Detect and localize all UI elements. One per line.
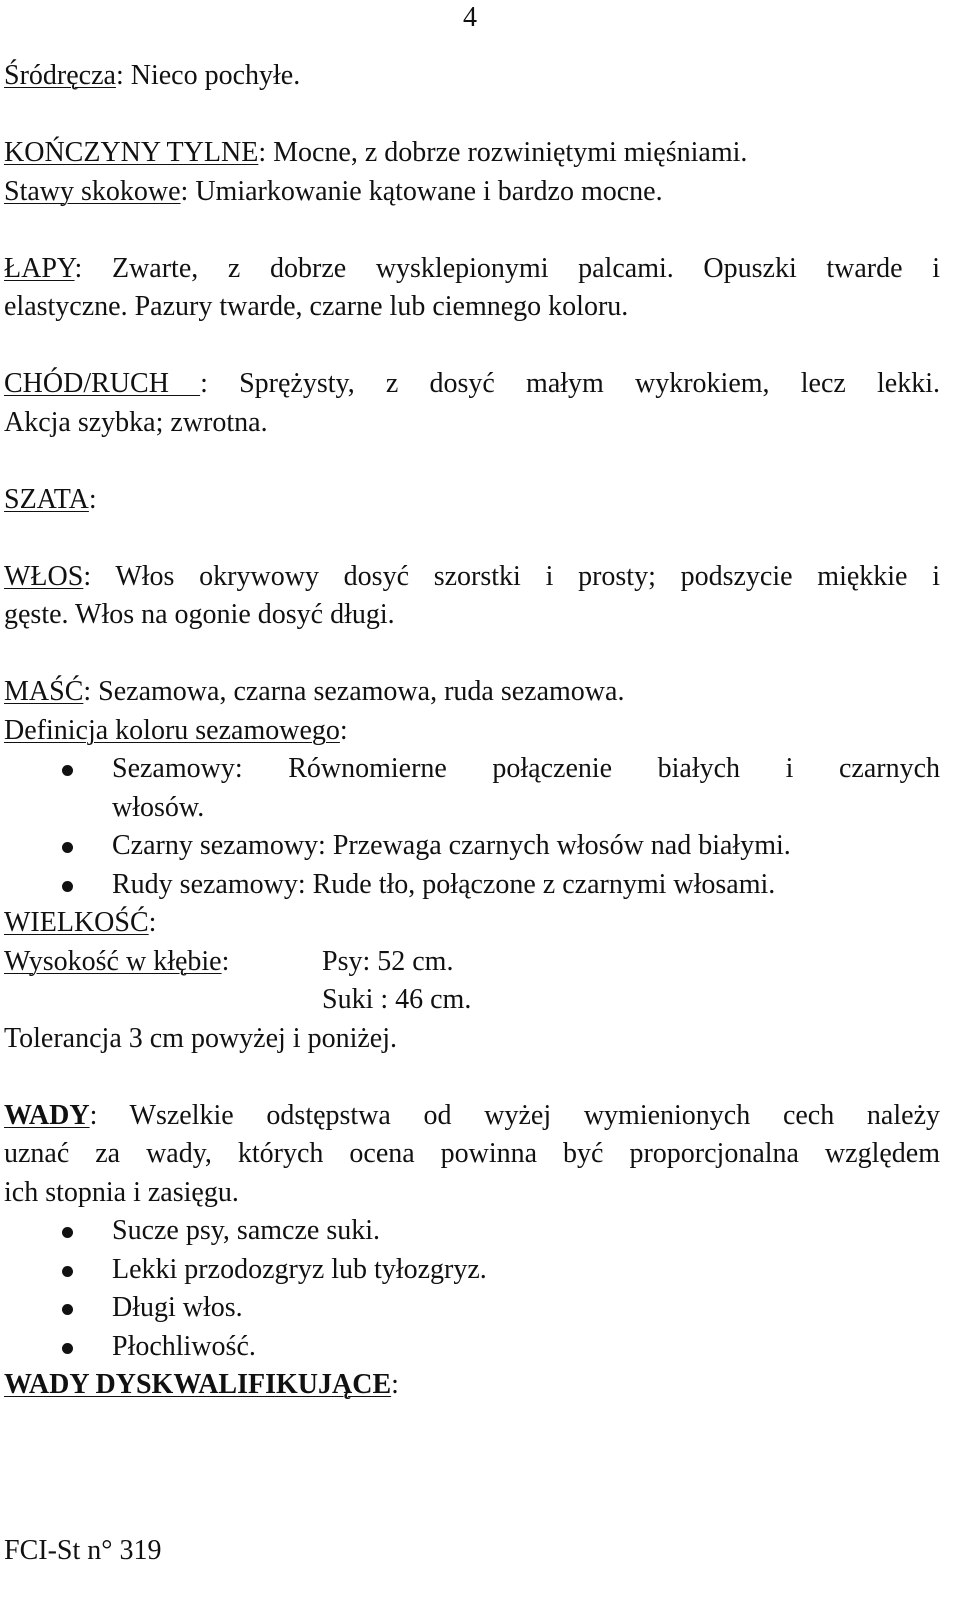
wlos-line-1 (4, 558, 940, 597)
list-item (4, 866, 940, 905)
section-wlos (4, 558, 940, 635)
wysokosc-row (4, 943, 940, 982)
chod-text-1: : Sprężysty, z dosyć małym wykrokiem, lecz lekki. (200, 368, 940, 399)
list-item-text: Rudy sezamowy: Rude tło, połączone z czarnymi włosami. (112, 868, 776, 900)
document-body (4, 57, 940, 1405)
stawy-line (4, 173, 940, 212)
chod-label: CHÓD/RUCH (4, 368, 201, 399)
list-item (4, 750, 940, 827)
list-item-text: Długi włos. (112, 1292, 243, 1323)
list-item (4, 1251, 940, 1290)
footer-standard-number: FCI-St n° 319 (4, 1535, 162, 1566)
masc-definition-label: Definicja koloru sezamowego (4, 714, 340, 746)
list-item (4, 1328, 940, 1367)
list-item (4, 1289, 940, 1328)
bullet-icon (62, 1304, 73, 1315)
psy-value: Psy: 52 cm. (322, 945, 454, 977)
list-item-text: Czarny sezamowy: Przewaga czarnych włosów nad białymi. (112, 830, 791, 861)
section-konczyny-tylne (4, 134, 940, 211)
wady-dysk-label: WADY DYSKWALIFIKUJĄCE (4, 1369, 392, 1400)
section-wady (4, 1097, 940, 1213)
wady-line-1 (4, 1097, 940, 1136)
tolerancja-text: Tolerancja 3 cm powyżej i poniżej. (4, 1022, 397, 1054)
section-szata (4, 481, 940, 520)
list-item-text: Lekki przodozgryz lub tyłozgryz. (112, 1253, 487, 1285)
section-srodrecza (4, 57, 940, 96)
szata-label: SZATA (4, 483, 89, 515)
section-chod (4, 365, 940, 442)
wady-list (4, 1212, 940, 1366)
masc-text: : Sezamowa, czarna sezamowa, ruda sezamowa. (83, 676, 625, 707)
bullet-icon (62, 765, 73, 776)
stawy-label: Stawy skokowe (4, 175, 181, 207)
wady-line-3: ich stopnia i zasięgu. (4, 1176, 239, 1208)
wlos-text-1: : Włos okrywowy dosyć szorstki i prosty; podszycie miękkie i (83, 560, 940, 592)
lapy-line-1 (4, 250, 940, 289)
wady-text-1: : Wszelkie odstępstwa od wyżej wymienionych cech należy (89, 1099, 940, 1131)
masc-definition-line (4, 712, 940, 751)
section-wielkosc (4, 904, 940, 1058)
chod-line-2: Akcja szybka; zwrotna. (4, 406, 268, 438)
section-lapy (4, 250, 940, 327)
wady-dysk-colon: : (391, 1369, 399, 1400)
masc-definition-colon: : (339, 714, 348, 746)
wady-label: WADY (4, 1099, 90, 1131)
list-item (4, 1212, 940, 1251)
srodrecza-label: Śródręcza (4, 60, 116, 91)
wysokosc-label: Wysokość w kłębie (4, 945, 222, 977)
konczyny-text: : Mocne, z dobrze rozwiniętymi mięśniami. (258, 137, 748, 168)
stawy-text: : Umiarkowanie kątowane i bardzo mocne. (180, 175, 663, 207)
konczyny-line (4, 134, 940, 173)
bullet-icon (62, 881, 73, 892)
wlos-line-2: gęste. Włos na ogonie dosyć długi. (4, 599, 395, 630)
list-item (4, 827, 940, 866)
masc-label: MAŚĆ (4, 676, 84, 707)
suki-row (4, 981, 940, 1020)
szata-colon: : (88, 483, 97, 515)
section-masc (4, 673, 940, 750)
bullet-icon (62, 842, 73, 853)
lapy-text-1: : Zwarte, z dobrze wysklepionymi palcami. Opuszki twarde i (74, 252, 940, 284)
list-item-text: Sezamowy: Równomierne połączenie białych i czarnych (112, 753, 940, 784)
list-item-text: Płochliwość. (112, 1330, 256, 1362)
masc-line (4, 673, 940, 712)
wysokosc-colon: : (221, 945, 230, 977)
bullet-icon (62, 1343, 73, 1354)
wielkosc-colon: : (148, 907, 157, 938)
wady-line-2: uznać za wady, których ocena powinna być proporcjonalna względem (4, 1138, 940, 1169)
suki-key-spacer (4, 981, 322, 1020)
page-number: 4 (463, 2, 477, 33)
section-wady-dyskwalifikujace (4, 1366, 940, 1405)
suki-value: Suki : 46 cm. (322, 984, 472, 1015)
wlos-label: WŁOS (4, 560, 84, 592)
bullet-icon (62, 1266, 73, 1277)
wysokosc-key (4, 943, 322, 982)
wielkosc-heading (4, 904, 940, 943)
list-item-text-cont: włosów. (112, 791, 205, 823)
konczyny-label: KOŃCZYNY TYLNE (4, 137, 259, 168)
srodrecza-text: : Nieco pochyłe. (115, 60, 301, 91)
wielkosc-label: WIELKOŚĆ (4, 907, 149, 938)
bullet-icon (62, 1227, 73, 1238)
lapy-label: ŁAPY (4, 252, 75, 284)
masc-color-list (4, 750, 940, 904)
list-item-text: Sucze psy, samcze suki. (112, 1215, 380, 1246)
lapy-line-2: elastyczne. Pazury twarde, czarne lub ciemnego koloru. (4, 291, 629, 322)
chod-line-1 (4, 365, 940, 404)
